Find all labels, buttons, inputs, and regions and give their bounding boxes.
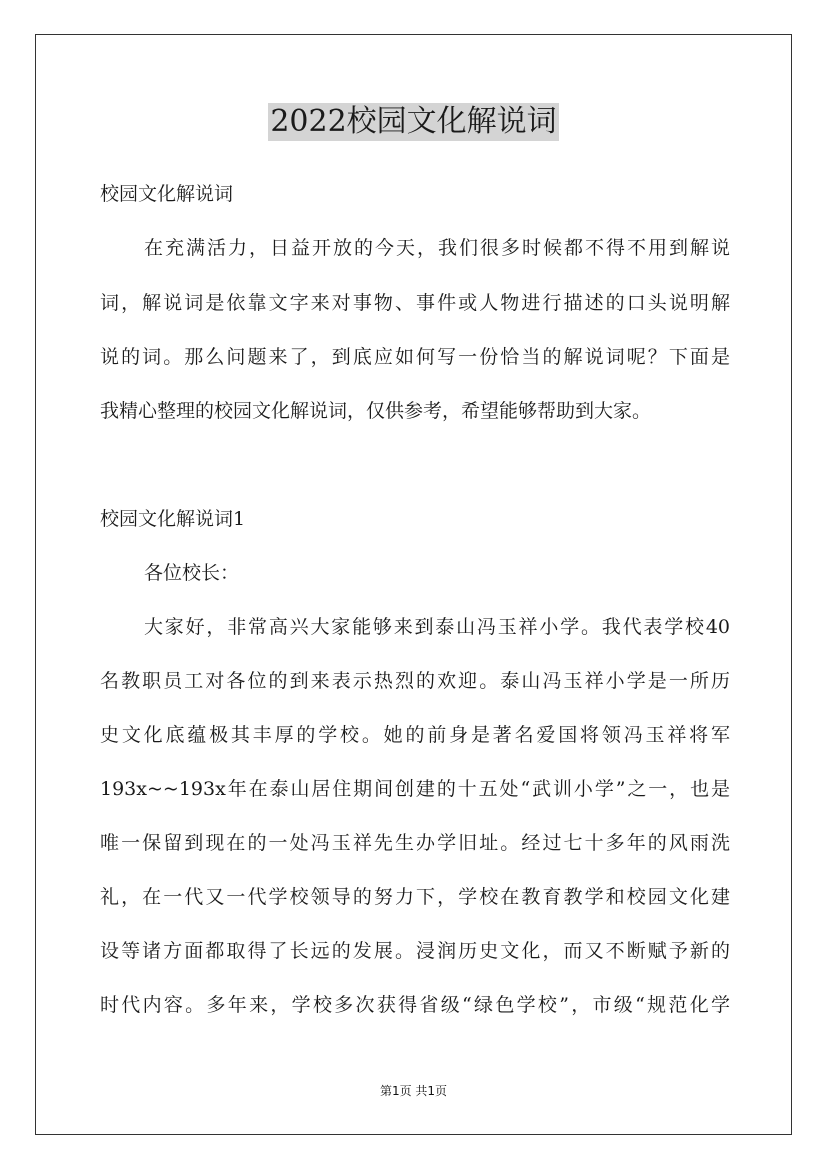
- body-line-5: 唯一保留到现在的一处冯玉祥先生办学旧址。经过七十多年的风雨洗: [100, 832, 730, 854]
- intro-line-3: 说的词。那么问题来了，到底应如何写一份恰当的解说词呢？下面是: [100, 346, 730, 368]
- body-line-6: 礼，在一代又一代学校领导的努力下，学校在教育教学和校园文化建: [100, 886, 730, 908]
- body-line-1: 大家好，非常高兴大家能够来到泰山冯玉祥小学。我代表学校40: [144, 616, 730, 638]
- body-line-2: 名教职员工对各位的到来表示热烈的欢迎。泰山冯玉祥小学是一所历: [100, 670, 730, 692]
- document-title-text: 2022校园文化解说词: [270, 104, 557, 139]
- body-line-7: 设等诸方面都取得了长远的发展。浸润历史文化，而又不断赋予新的: [100, 940, 730, 962]
- intro-line-2: 词，解说词是依靠文字来对事物、事件或人物进行描述的口头说明解: [100, 292, 730, 314]
- body-line-4: 193x~~193x年在泰山居住期间创建的十五处“武训小学”之一，也是: [100, 778, 730, 800]
- body-line-8: 时代内容。多年来，学校多次获得省级“绿色学校”，市级“规范化学: [100, 994, 730, 1016]
- salutation: 各位校长：: [144, 562, 240, 584]
- page-footer: 第1页 共1页: [379, 1084, 448, 1098]
- body-line-3: 史文化底蕴极其丰厚的学校。她的前身是著名爱国将领冯玉祥将军: [100, 724, 730, 746]
- section-heading: 校园文化解说词1: [100, 508, 246, 530]
- intro-line-4: 我精心整理的校园文化解说词，仅供参考，希望能够帮助到大家。: [100, 400, 652, 422]
- document-title: [0, 102, 827, 142]
- intro-line-1: 在充满活力，日益开放的今天，我们很多时候都不得不用到解说: [144, 237, 730, 259]
- document-subtitle: 校园文化解说词: [100, 183, 234, 205]
